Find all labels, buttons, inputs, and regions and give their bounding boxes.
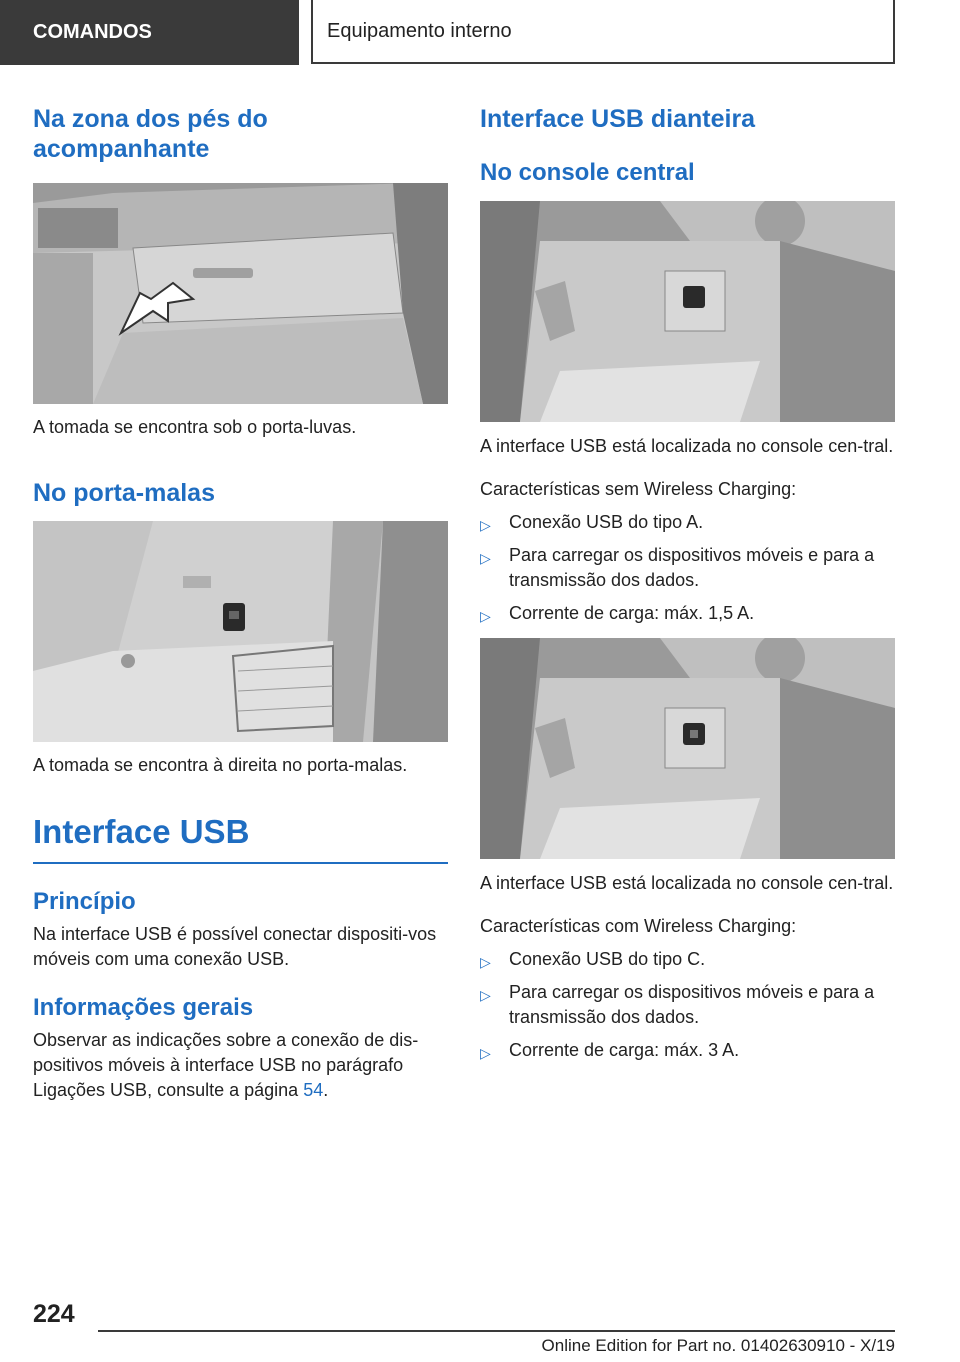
page-number: 224: [33, 1300, 75, 1328]
list-item: ▷ Para carregar os dispositivos móveis e para a transmissão dos dados.: [480, 545, 875, 590]
footer-divider: [98, 1330, 895, 1332]
caption-console-1: A interface USB está localizada no console cen-tral.: [480, 436, 894, 456]
heading-trunk: No porta-malas: [33, 479, 215, 507]
footer-edition: Online Edition for Part no. 01402630910 - X/19: [541, 1336, 895, 1355]
list-item: ▷ Corrente de carga: máx. 1,5 A.: [480, 601, 895, 626]
caption-glovebox: A tomada se encontra sob o porta-luvas.: [33, 417, 357, 437]
figure-trunk: [33, 521, 448, 742]
caption-console-2: A interface USB está localizada no console cen-tral.: [480, 873, 894, 893]
features-without-list: [480, 510, 895, 626]
text-general-body: Observar as indicações sobre a conexão de dis-positivos móveis à interface USB no parágrafo Ligações USB, consulte a página: [33, 1030, 419, 1100]
text-general-info: [33, 1028, 448, 1103]
features-without-label: Características sem Wireless Charging:: [480, 479, 797, 499]
heading-general-info: Informações gerais: [33, 994, 254, 1021]
heading-principle: Princípio: [33, 888, 136, 915]
triangle-right-icon: ▷: [480, 550, 491, 566]
triangle-right-icon: ▷: [480, 1045, 491, 1061]
triangle-right-icon: ▷: [480, 954, 491, 970]
triangle-right-icon: ▷: [480, 517, 491, 533]
caption-trunk: A tomada se encontra à direita no porta-malas.: [33, 755, 408, 775]
figure-console-usb-a: [480, 201, 895, 422]
right-column: [480, 100, 895, 1071]
chapter-tab: [0, 0, 299, 65]
list-item: ▷ Conexão USB do tipo A.: [480, 510, 895, 535]
heading-front-usb: Interface USB dianteira: [480, 105, 756, 133]
page-reference-link[interactable]: 54: [303, 1080, 324, 1100]
text-general-end: .: [323, 1080, 329, 1100]
chapter-title: COMANDOS: [33, 21, 152, 43]
section-tab: [311, 0, 895, 64]
list-item: ▷ Para carregar os dispositivos móveis e para a transmissão dos dados.: [480, 982, 875, 1027]
features-with-list: [480, 947, 895, 1063]
triangle-right-icon: ▷: [480, 608, 491, 624]
heading-usb-interface: Interface USB: [33, 812, 448, 864]
heading-passenger-footwell: Na zona dos pés do acompanhante: [33, 105, 268, 163]
list-item: ▷ Corrente de carga: máx. 3 A.: [480, 1038, 895, 1063]
left-column: [33, 100, 448, 1103]
list-item: ▷ Conexão USB do tipo C.: [480, 947, 895, 972]
triangle-right-icon: ▷: [480, 987, 491, 1003]
figure-console-usb-c: [480, 638, 895, 859]
text-principle: Na interface USB é possível conectar dispositi-vos móveis com uma conexão USB.: [33, 924, 437, 969]
features-with-label: Características com Wireless Charging:: [480, 916, 797, 936]
section-title: Equipamento interno: [327, 19, 512, 42]
heading-center-console: No console central: [480, 159, 695, 186]
figure-glovebox: [33, 183, 448, 404]
